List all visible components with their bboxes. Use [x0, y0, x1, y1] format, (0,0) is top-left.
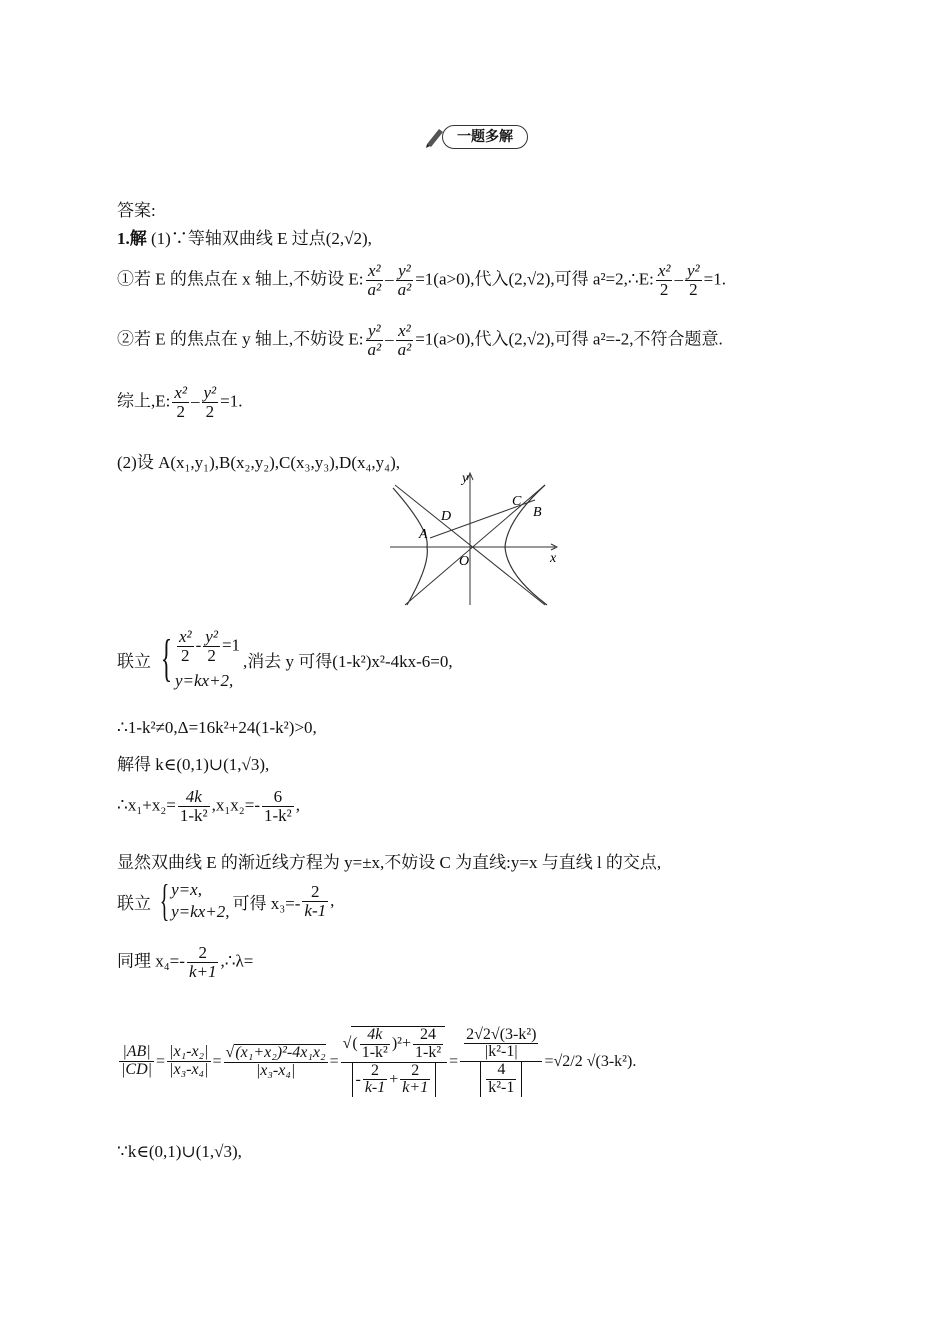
- frac-den: |CD|: [121, 1061, 153, 1079]
- system2-eq1: y=x,: [171, 880, 202, 899]
- frac-den: k-1: [364, 1079, 386, 1097]
- case2-pre: ②若 E 的焦点在 y 轴上,不妨设 E:: [117, 329, 364, 349]
- part2-line: (2)设 A(x₁,y₁),B(x₂,y₂),C(x₃,y₃),D(x₄,y₄),: [117, 453, 401, 472]
- system2-line: [117, 876, 335, 926]
- vieta-line: [117, 788, 300, 825]
- frac-num: 2: [411, 1061, 420, 1079]
- frac-num: 4k: [367, 1026, 383, 1043]
- frac-num: x²: [398, 321, 411, 340]
- frac-den: 2: [177, 646, 194, 665]
- frac-den: k-1: [304, 900, 327, 920]
- frac-den: a²: [367, 339, 382, 359]
- frac-den: 1-k²: [414, 1043, 442, 1061]
- answer-label: 答案:: [117, 201, 156, 220]
- frac-num: 4k: [185, 787, 202, 806]
- frac-num: 4: [497, 1061, 506, 1079]
- asymptote-line: 显然双曲线 E 的渐近线方程为 y=±x,不妨设 C 为直线:y=x 与直线 l 的交点,: [117, 853, 662, 872]
- frac-num: |AB|: [122, 1043, 151, 1061]
- frac-num: x²: [174, 383, 188, 402]
- ratio-end: .: [632, 1052, 637, 1070]
- case1-end: =1.: [703, 269, 726, 289]
- vieta-end: ,: [295, 795, 300, 815]
- system1-pre: 联立: [117, 651, 151, 671]
- frac-num: 2: [198, 943, 207, 962]
- system2-pre: 联立: [117, 893, 151, 913]
- frac-den: 1-k²: [361, 1043, 388, 1061]
- frac-num: 2: [371, 1061, 380, 1079]
- frac-num: 2: [311, 881, 320, 901]
- frac-num: y²: [205, 627, 218, 646]
- brace: {: [159, 876, 170, 926]
- case2-line: ②若 E 的焦点在 y 轴上,不妨设 E: $\frac{\text{y²}}{\text{a²}}$ – $\frac{\text{x²}}{\text{a²}}$ =1(a>0),代入(2,√2),可得 a²=-2,不符合题意.: [117, 321, 723, 359]
- frac-den: 1-k²: [263, 805, 292, 825]
- method-badge: [424, 124, 529, 150]
- same-end: ,∴λ=: [220, 951, 254, 971]
- system2-post: 可得 x₃=-: [232, 893, 301, 913]
- system1-line: 联立 { $\frac{\text{x²}}{2}$ - $\frac{\text{y²}}{2}$ =1 y=kx+2, ,消去 y 可得(1-k²)x²-4kx-6=0,: [117, 627, 453, 690]
- frac-den: |x₃-x₄|: [169, 1061, 209, 1079]
- vieta-mid: ,x₁x₂=-: [211, 795, 260, 815]
- frac-num: y²: [203, 383, 217, 402]
- frac-num: y²: [686, 261, 700, 280]
- label-y: y: [462, 471, 469, 486]
- summary-line: 综上,E: $\frac{\text{x²}}{2}$ – $\frac{\text{y²}}{2}$ =1.: [117, 383, 243, 421]
- case1-mid: =1(a>0),代入(2,√2),可得 a²=2,∴E:: [415, 269, 654, 289]
- solve-k-line: 解得 k∈(0,1)∪(1,√3),: [117, 755, 270, 774]
- frac-den: 2: [172, 402, 189, 421]
- label-a: A: [419, 527, 428, 542]
- frac-den: 2: [685, 280, 702, 299]
- frac-num: y²: [398, 261, 411, 280]
- label-o: O: [459, 554, 470, 569]
- frac-den: k²-1: [488, 1078, 515, 1096]
- label-b: B: [533, 505, 542, 520]
- ratio-result: √2/2 √(3-k²): [553, 1052, 633, 1070]
- same-pre: 同理 x₄=-: [117, 951, 185, 971]
- therefore1-line: ∴1-k²≠0,Δ=16k²+24(1-k²)>0,: [117, 718, 317, 737]
- frac-den: |k²-1|: [464, 1043, 538, 1061]
- badge-label: 一题多解: [442, 125, 528, 149]
- system2-end: ,: [330, 891, 335, 910]
- frac-num: x²: [657, 261, 671, 280]
- frac-num: y²: [367, 321, 381, 340]
- frac-den: 2: [202, 402, 219, 421]
- final-line: ∵k∈(0,1)∪(1,√3),: [117, 1142, 242, 1161]
- frac-den: k+1: [188, 961, 217, 981]
- system1-eq2: y=kx+2,: [174, 670, 234, 690]
- part1-line: 1.解 (1)∵等轴双曲线 E 过点(2,√2),: [117, 229, 372, 248]
- frac-den: a²: [397, 279, 412, 299]
- sqrt-expr: (x₁+x₂)²-4x₁x₂: [235, 1043, 326, 1061]
- frac-num: x²: [178, 627, 192, 646]
- solution-label: 解: [129, 229, 147, 248]
- frac-den: k+1: [402, 1079, 429, 1097]
- case1-pre: ①若 E 的焦点在 x 轴上,不妨设 E:: [117, 269, 364, 289]
- label-x: x: [550, 551, 557, 566]
- problem-number: 1: [117, 229, 126, 248]
- ratio-line: $\frac{|AB|}{|CD|}$ = $\frac{\text{|x₁-x₂|}}{\text{|x₃-x₄|}}$ = $\frac{\text{√(x₁+x₂)²-4x₁x₂}}{\text{|x₃-x₄|}}$ = √( $\frac{4k}{\text{1-k²}}$ )²+ $\frac{24}{\text{1-k²}}$ - $\frac{2}{k-1}$ + $\frac{2}{k+1}$ = $\frac{\frac{\text{2√2√(3-k²)}}{\text{|k²-1|}}}{\frac{4}{\text{k²-1}}}$ = √2/2 √(3-k²) .: [121, 1025, 637, 1097]
- label-c: C: [512, 494, 522, 509]
- label-d: D: [441, 509, 452, 524]
- frac-den: a²: [397, 339, 412, 359]
- frac-num: 2√2√(3-k²): [466, 1025, 537, 1043]
- system1-post: ,消去 y 可得(1-k²)x²-4kx-6=0,: [243, 651, 453, 671]
- brace: {: [160, 629, 173, 687]
- system2-eq2: y=kx+2,: [171, 902, 230, 921]
- frac-num: x²: [367, 261, 381, 280]
- summary-end: =1.: [220, 391, 243, 411]
- frac-den: 1-k²: [179, 805, 208, 825]
- case2-post: =1(a>0),代入(2,√2),可得 a²=-2,不符合题意.: [415, 329, 723, 349]
- frac-den: 2: [656, 280, 673, 299]
- frac-num: |x₁-x₂|: [169, 1043, 209, 1061]
- frac-num: 6: [273, 787, 283, 806]
- hyperbola-figure: [385, 470, 565, 610]
- frac-den: 2: [203, 646, 220, 665]
- frac-num: 24: [420, 1026, 437, 1043]
- summary-pre: 综上,E:: [117, 391, 171, 411]
- same-line: [117, 944, 253, 981]
- frac-den: a²: [367, 279, 382, 299]
- vieta-pre: ∴x₁+x₂=: [117, 795, 176, 815]
- frac-den: |x₃-x₄|: [224, 1062, 328, 1080]
- case1-line: ①若 E 的焦点在 x 轴上,不妨设 E: $\frac{\text{x²}}{\text{a²}}$ – $\frac{\text{y²}}{\text{a²}}$ =1(a>0),代入(2,√2),可得 a²=2,∴E: $\frac{\text{x²}}{2}$ – $\frac{\text{y²}}{2}$ =1.: [117, 261, 726, 299]
- asymptote-2: [405, 485, 545, 605]
- part1-text: (1)∵等轴双曲线 E 过点(2,√2),: [151, 229, 372, 248]
